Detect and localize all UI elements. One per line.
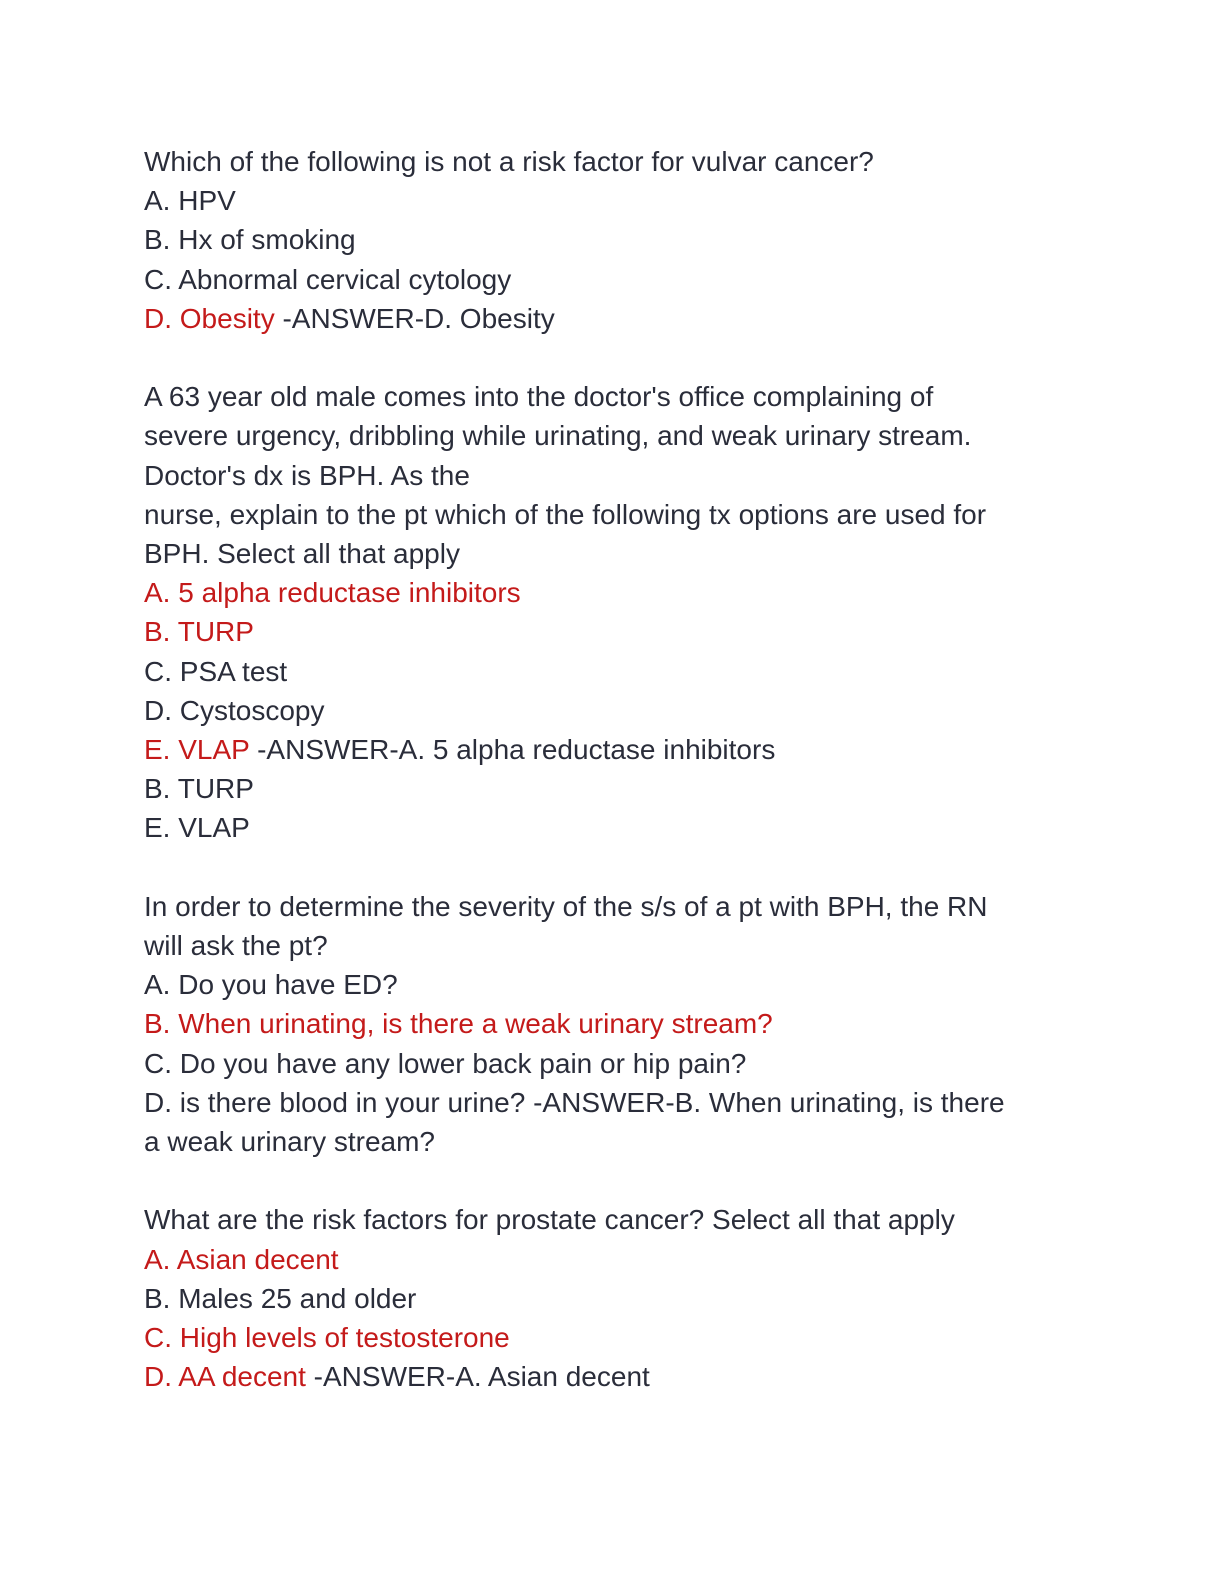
option-answer-line <box>144 1357 1084 1396</box>
answer-text: B. TURP <box>144 773 254 805</box>
correct-option: A. 5 alpha reductase inhibitors <box>144 577 521 609</box>
option-text: D. is there blood in your urine? <box>144 1086 526 1118</box>
correct-option: A. Asian decent <box>144 1243 339 1275</box>
question-block <box>144 1200 1084 1396</box>
question-text: Doctor's dx is BPH. As the <box>144 459 470 491</box>
correct-option: C. High levels of testosterone <box>144 1322 510 1354</box>
spacer <box>144 338 1084 377</box>
question-block <box>144 887 1084 1161</box>
option-line: A. HPV <box>144 185 236 217</box>
question-text: What are the risk factors for prostate cancer? Select all that apply <box>144 1204 955 1236</box>
question-block <box>144 142 1084 338</box>
answer-text: -ANSWER-D. Obesity <box>274 302 555 334</box>
question-text: will ask the pt? <box>144 930 328 962</box>
question-text: Which of the following is not a risk factor for vulvar cancer? <box>144 146 874 177</box>
option-line: C. Do you have any lower back pain or hip pain? <box>144 1047 747 1079</box>
correct-option: D. Obesity <box>144 302 275 334</box>
option-line: C. PSA test <box>144 655 288 687</box>
document-page <box>144 142 1084 1396</box>
option-line: A. Do you have ED? <box>144 969 398 1001</box>
option-line: B. Males 25 and older <box>144 1282 417 1314</box>
question-text: nurse, explain to the pt which of the following tx options are used for <box>144 498 987 530</box>
answer-text: a weak urinary stream? <box>144 1126 436 1158</box>
correct-option: B. When urinating, is there a weak urinary stream? <box>144 1008 773 1040</box>
option-line: D. Cystoscopy <box>144 694 325 726</box>
option-line: C. Abnormal cervical cytology <box>144 263 512 295</box>
option-answer-line <box>144 1083 1084 1122</box>
option-answer-line <box>144 730 1084 769</box>
question-text: A 63 year old male comes into the doctor's office complaining of <box>144 381 934 413</box>
answer-text: -ANSWER-A. 5 alpha reductase inhibitors <box>249 734 776 766</box>
spacer <box>144 1161 1084 1200</box>
correct-option: D. AA decent <box>144 1361 306 1393</box>
correct-option: E. VLAP <box>144 734 250 766</box>
answer-text: -ANSWER-B. When urinating, is there <box>525 1086 1005 1118</box>
option-line: B. Hx of smoking <box>144 224 356 256</box>
option-answer-line <box>144 299 1084 338</box>
question-text: In order to determine the severity of the s/s of a pt with BPH, the RN <box>144 890 988 922</box>
answer-text: -ANSWER-A. Asian decent <box>305 1361 650 1393</box>
answer-text: E. VLAP <box>144 812 250 844</box>
question-block <box>144 377 1084 847</box>
spacer <box>144 848 1084 887</box>
question-text: BPH. Select all that apply <box>144 538 460 570</box>
question-text: severe urgency, dribbling while urinating, and weak urinary stream. <box>144 420 972 452</box>
correct-option: B. TURP <box>144 616 254 648</box>
